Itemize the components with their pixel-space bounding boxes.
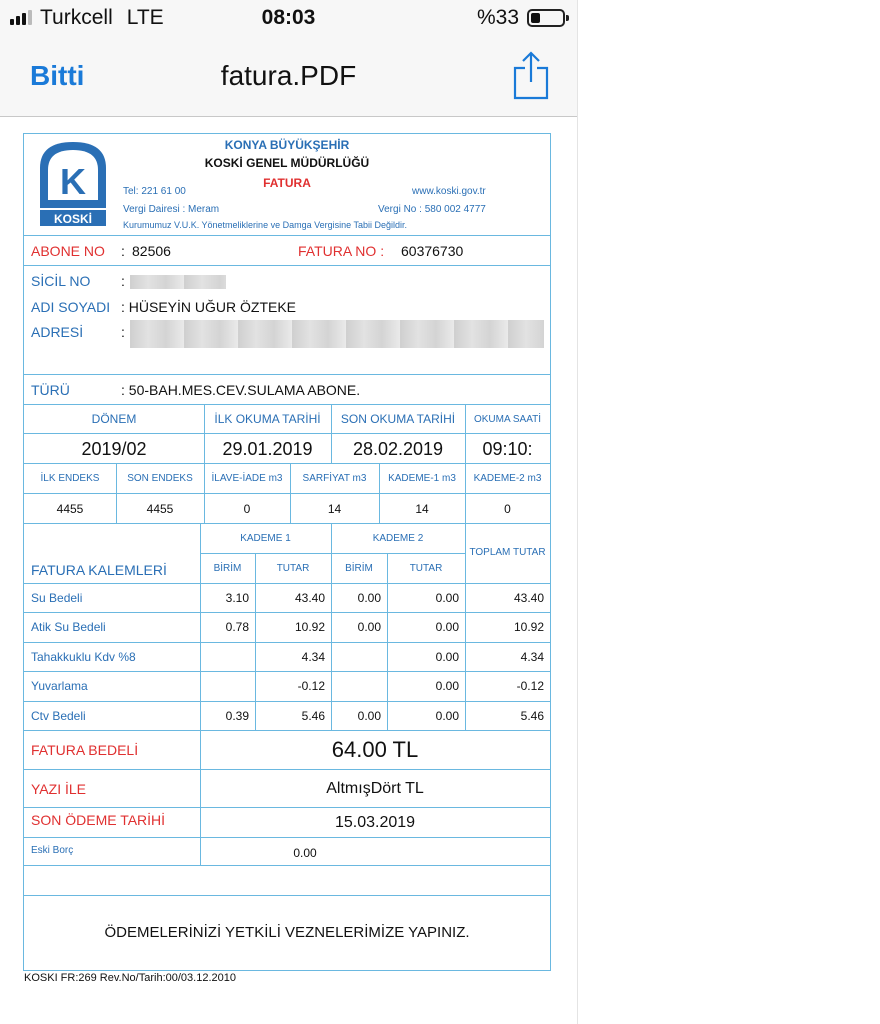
network-type: LTE xyxy=(126,6,164,29)
form-code: KOSKI FR:269 Rev.No/Tarih:00/03.12.2010 xyxy=(24,972,236,984)
first-read-value: 29.01.2019 xyxy=(222,439,313,459)
tier1-group-header: KADEME 1 xyxy=(240,533,291,544)
battery-icon xyxy=(527,9,565,27)
fatura-no-label: FATURA NO : xyxy=(298,243,385,259)
last-index-value: 4455 xyxy=(146,502,174,516)
org-subname: KOSKİ GENEL MÜDÜRLÜĞÜ xyxy=(204,156,370,170)
type-value: : 50-BAH.MES.CEV.SULAMA ABONE. xyxy=(121,382,361,398)
period-header: DÖNEM xyxy=(91,412,137,426)
period-value: 2019/02 xyxy=(81,439,147,459)
carrier-name: Turkcell xyxy=(40,6,113,29)
amount-label: FATURA BEDELİ xyxy=(31,742,139,758)
type-label: TÜRÜ xyxy=(31,382,70,398)
logo-letter: K xyxy=(60,161,86,202)
tier1-header: KADEME-1 m3 xyxy=(388,473,456,484)
total-amount-header: TOPLAM TUTAR xyxy=(469,547,546,558)
item-b2-cell: 0.00 xyxy=(357,620,381,635)
last-index-header: SON ENDEKS xyxy=(127,473,193,484)
tier1-amount-header: TUTAR xyxy=(276,563,310,574)
item-total-cell: -0.12 xyxy=(516,679,544,694)
abone-no-value: 82506 xyxy=(132,243,171,259)
tel: Tel: 221 61 00 xyxy=(123,186,186,197)
amount-value: 64.00 TL xyxy=(331,737,419,762)
item-t2-cell: 0.00 xyxy=(435,708,459,723)
item-t2-cell: 0.00 xyxy=(435,620,459,635)
item-b1-cell: 3.10 xyxy=(225,591,249,605)
read-time-value: 09:10: xyxy=(482,439,533,459)
item-name: Atik Su Bedeli xyxy=(31,620,106,635)
status-bar xyxy=(0,0,577,38)
item-name: Tahakkuklu Kdv %8 xyxy=(31,649,136,664)
logo-text: KOSKİ xyxy=(53,212,93,226)
tier2-value: 0 xyxy=(504,502,511,516)
last-read-header: SON OKUMA TARİHİ xyxy=(340,412,456,426)
item-total-cell: 43.40 xyxy=(513,591,544,605)
tier2-group-header: KADEME 2 xyxy=(372,533,424,544)
sicil-no-sep: : xyxy=(121,273,125,289)
item-name: Yuvarlama xyxy=(31,679,88,694)
org-name: KONYA BÜYÜKŞEHİR xyxy=(224,138,350,152)
payment-notice: ÖDEMELERİNİZİ YETKİLİ VEZNELERİMİZE YAPINIZ. xyxy=(104,924,470,941)
first-index-header: İLK ENDEKS xyxy=(40,473,100,484)
item-name: Su Bedeli xyxy=(31,591,83,605)
item-b1-cell: 0.39 xyxy=(225,708,249,723)
first-index-value: 4455 xyxy=(56,502,84,516)
tier2-amount-header: TUTAR xyxy=(409,563,443,574)
item-total-cell: 10.92 xyxy=(513,620,544,635)
name-value: : HÜSEYİN UĞUR ÖZTEKE xyxy=(121,299,297,315)
abone-no-sep: : xyxy=(121,243,125,259)
tax-office: Vergi Dairesi : Meram xyxy=(123,204,220,215)
clock: 08:03 xyxy=(261,6,316,29)
tax-exempt-note: Kurumumuz V.U.K. Yönetmeliklerine ve Damga Vergisine Tabii Değildir. xyxy=(123,220,407,230)
abone-no-label: ABONE NO xyxy=(31,243,105,259)
address-sep: : xyxy=(121,324,125,340)
website: www.koski.gov.tr xyxy=(412,186,486,197)
item-b2-cell: 0.00 xyxy=(357,591,381,605)
due-date-label: SON ÖDEME TARİHİ xyxy=(31,812,166,828)
item-b2-cell: 0.00 xyxy=(357,708,381,723)
item-total-cell: 5.46 xyxy=(520,708,544,723)
item-t2-cell: 0.00 xyxy=(435,679,459,694)
old-debt-label: Eski Borç xyxy=(31,845,74,856)
in-words-label: YAZI İLE xyxy=(31,781,86,797)
tier2-header: KADEME-2 m3 xyxy=(473,473,542,484)
items-section-label: FATURA KALEMLERİ xyxy=(31,562,167,578)
item-total-cell: 4.34 xyxy=(520,649,544,664)
redacted-sicil xyxy=(130,275,226,289)
last-read-value: 28.02.2019 xyxy=(352,439,444,459)
battery-area xyxy=(477,6,565,30)
due-date-value: 15.03.2019 xyxy=(334,814,416,831)
item-t1-cell: 4.34 xyxy=(301,649,325,664)
consumption-header: SARFİYAT m3 xyxy=(302,473,367,484)
item-t2-cell: 0.00 xyxy=(435,649,459,664)
doc-type: FATURA xyxy=(263,176,311,190)
item-t1-cell: 43.40 xyxy=(294,591,325,605)
item-t2-cell: 0.00 xyxy=(435,591,459,605)
in-words-value: AltmışDört TL xyxy=(326,780,424,797)
battery-percent: %33 xyxy=(476,6,519,29)
redacted-address xyxy=(130,320,544,348)
read-time-header: OKUMA SAATİ xyxy=(473,414,542,425)
item-name: Ctv Bedeli xyxy=(31,708,86,723)
document-title: fatura.PDF xyxy=(220,60,357,91)
consumption-value: 14 xyxy=(327,502,342,516)
nav-bar xyxy=(0,38,577,117)
tier1-unit-header: BİRİM xyxy=(213,563,242,574)
tier1-value: 14 xyxy=(415,502,429,516)
done-button[interactable]: Bitti xyxy=(30,60,85,91)
address-label: ADRESİ xyxy=(31,324,84,340)
adjust-header: İLAVE-İADE m3 xyxy=(211,473,283,484)
invoice-document xyxy=(23,133,551,971)
fatura-no-value: 60376730 xyxy=(401,243,464,259)
item-t1-cell: -0.12 xyxy=(297,679,325,694)
old-debt-value: 0.00 xyxy=(293,846,317,860)
item-b1-cell: 0.78 xyxy=(225,620,249,635)
share-icon[interactable] xyxy=(512,50,550,100)
tier2-unit-header: BİRİM xyxy=(345,563,373,574)
item-t1-cell: 10.92 xyxy=(294,620,325,635)
name-label: ADI SOYADI xyxy=(31,299,111,315)
tax-number: Vergi No : 580 002 4777 xyxy=(378,204,486,215)
first-read-header: İLK OKUMA TARİHİ xyxy=(214,412,321,426)
item-t1-cell: 5.46 xyxy=(301,708,325,723)
adjust-value: 0 xyxy=(243,502,251,516)
sicil-no-label: SİCİL NO xyxy=(31,273,91,289)
